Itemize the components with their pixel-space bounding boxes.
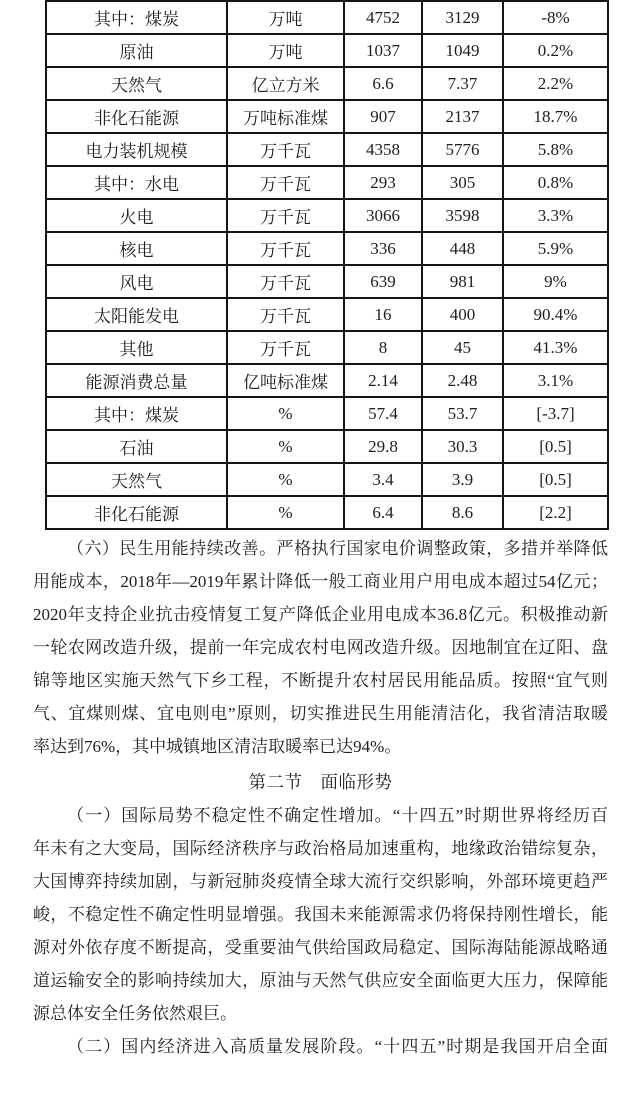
table-cell: 8	[344, 331, 422, 364]
table-cell: 1049	[422, 34, 503, 67]
table-cell: 0.2%	[503, 34, 608, 67]
table-cell: [2.2]	[503, 496, 608, 529]
table-cell: 火电	[46, 199, 227, 232]
table-cell: 万吨	[227, 1, 344, 34]
table-row	[46, 67, 608, 100]
table-cell: 30.3	[422, 430, 503, 463]
table-cell: 0.8%	[503, 166, 608, 199]
table-cell: 41.3%	[503, 331, 608, 364]
table-cell: 亿吨标准煤	[227, 364, 344, 397]
paragraph-domestic-economy	[33, 1030, 608, 1063]
table-row	[46, 430, 608, 463]
text-line: 用能成本，2018年—2019年累计降低一般工商业用户用电成本超过54亿元；	[33, 572, 608, 591]
table-cell: 风电	[46, 265, 227, 298]
paragraph-minsheng-energy	[33, 532, 608, 763]
table-cell: 万吨	[227, 34, 344, 67]
table-cell: 2.14	[344, 364, 422, 397]
table-cell: 3.1%	[503, 364, 608, 397]
table-cell: 核电	[46, 232, 227, 265]
table-row	[46, 34, 608, 67]
table-cell: 非化石能源	[46, 496, 227, 529]
table-cell: 3129	[422, 1, 503, 34]
table-cell: 其中：煤炭	[46, 397, 227, 430]
text-line: （一）国际局势不稳定性不确定性增加。“十四五”时期世界将经历百	[67, 806, 608, 825]
table-cell: [0.5]	[503, 463, 608, 496]
table-cell: 万吨标准煤	[227, 100, 344, 133]
table-row	[46, 166, 608, 199]
text-line: 大国博弈持续加剧，与新冠肺炎疫情全球大流行交织影响，外部环境更趋严	[33, 872, 608, 891]
table-cell: 万千瓦	[227, 331, 344, 364]
table-cell: 其中：水电	[46, 166, 227, 199]
document-body	[33, 532, 608, 1063]
table-cell: 57.4	[344, 397, 422, 430]
table-cell: 太阳能发电	[46, 298, 227, 331]
table-cell: 336	[344, 232, 422, 265]
table-cell: 5.9%	[503, 232, 608, 265]
table-cell: 3598	[422, 199, 503, 232]
table-cell: 5776	[422, 133, 503, 166]
table-cell: [-3.7]	[503, 397, 608, 430]
table-cell: 电力装机规模	[46, 133, 227, 166]
table-cell: 448	[422, 232, 503, 265]
table-cell: 万千瓦	[227, 166, 344, 199]
text-line: 年未有之大变局，国际经济秩序与政治格局加速重构，地缘政治错综复杂，	[33, 839, 608, 858]
table-cell: 639	[344, 265, 422, 298]
table-row	[46, 133, 608, 166]
table-cell: 石油	[46, 430, 227, 463]
table-cell: 3066	[344, 199, 422, 232]
table-cell: 53.7	[422, 397, 503, 430]
table-cell: 3.9	[422, 463, 503, 496]
table-row	[46, 232, 608, 265]
table-cell: 4752	[344, 1, 422, 34]
table-cell: 天然气	[46, 67, 227, 100]
table-cell: 18.7%	[503, 100, 608, 133]
table-cell: 9%	[503, 265, 608, 298]
text-line: 气、宜煤则煤、宜电则电”原则，切实推进民生用能清洁化，我省清洁取暖	[33, 704, 608, 723]
table-cell: 万千瓦	[227, 265, 344, 298]
table-cell: 6.6	[344, 67, 422, 100]
table-cell: 2137	[422, 100, 503, 133]
table-cell: 原油	[46, 34, 227, 67]
table-cell: 万千瓦	[227, 298, 344, 331]
table-row	[46, 331, 608, 364]
paragraph-international-situation	[33, 799, 608, 1030]
table-row	[46, 397, 608, 430]
table-cell: -8%	[503, 1, 608, 34]
table-cell: 90.4%	[503, 298, 608, 331]
table-row	[46, 265, 608, 298]
text-line: 锦等地区实施天然气下乡工程，不断提升农村居民用能品质。按照“宜气则	[33, 671, 608, 690]
table-cell: 非化石能源	[46, 100, 227, 133]
table-cell: 6.4	[344, 496, 422, 529]
table-cell: [0.5]	[503, 430, 608, 463]
section-heading: 第二节 面临形势	[248, 772, 393, 792]
text-line: 2020年支持企业抗击疫情复工复产降低企业用电成本36.8亿元。积极推动新	[33, 605, 608, 624]
table-cell: 4358	[344, 133, 422, 166]
table-cell: 3.3%	[503, 199, 608, 232]
table-cell: %	[227, 496, 344, 529]
table-cell: 400	[422, 298, 503, 331]
table-cell: 5.8%	[503, 133, 608, 166]
table-cell: 45	[422, 331, 503, 364]
table-row	[46, 199, 608, 232]
table-cell: 1037	[344, 34, 422, 67]
text-line: （六）民生用能持续改善。严格执行国家电价调整政策，多措并举降低	[67, 539, 608, 558]
table-cell: 29.8	[344, 430, 422, 463]
text-line: 峻，不稳定性不确定性明显增强。我国未来能源需求仍将保持刚性增长，能	[33, 905, 608, 924]
text-line: 源总体安全任务依然艰巨。	[33, 1004, 237, 1023]
table-cell: 天然气	[46, 463, 227, 496]
table-cell: 981	[422, 265, 503, 298]
table-cell: 万千瓦	[227, 199, 344, 232]
text-line: （二）国内经济进入高质量发展阶段。“十四五”时期是我国开启全面	[67, 1037, 608, 1056]
table-cell: 907	[344, 100, 422, 133]
table-cell: 293	[344, 166, 422, 199]
table-cell: 其中：煤炭	[46, 1, 227, 34]
table-cell: %	[227, 430, 344, 463]
text-line: 一轮农网改造升级，提前一年完成农村电网改造升级。因地制宜在辽阳、盘	[33, 638, 608, 657]
table-cell: %	[227, 397, 344, 430]
table-cell: 3.4	[344, 463, 422, 496]
table-row	[46, 463, 608, 496]
table-cell: 能源消费总量	[46, 364, 227, 397]
text-line: 道运输安全的影响持续加大，原油与天然气供应安全面临更大压力，保障能	[33, 971, 608, 990]
table-cell: 亿立方米	[227, 67, 344, 100]
table-cell: 16	[344, 298, 422, 331]
text-line: 率达到76%，其中城镇地区清洁取暖率已达94%。	[33, 737, 402, 756]
table-cell: %	[227, 463, 344, 496]
table-cell: 8.6	[422, 496, 503, 529]
table-cell: 其他	[46, 331, 227, 364]
table-cell: 2.2%	[503, 67, 608, 100]
text-line: 源对外依存度不断提高，受重要油气供给国政局稳定、国际海陆能源战略通	[33, 938, 608, 957]
table-cell: 万千瓦	[227, 232, 344, 265]
table-row	[46, 298, 608, 331]
table-row	[46, 496, 608, 529]
table-cell: 305	[422, 166, 503, 199]
table-cell: 万千瓦	[227, 133, 344, 166]
table-row	[46, 364, 608, 397]
energy-indicators-table	[45, 0, 609, 530]
table-cell: 2.48	[422, 364, 503, 397]
table-row	[46, 1, 608, 34]
table-row	[46, 100, 608, 133]
table-cell: 7.37	[422, 67, 503, 100]
